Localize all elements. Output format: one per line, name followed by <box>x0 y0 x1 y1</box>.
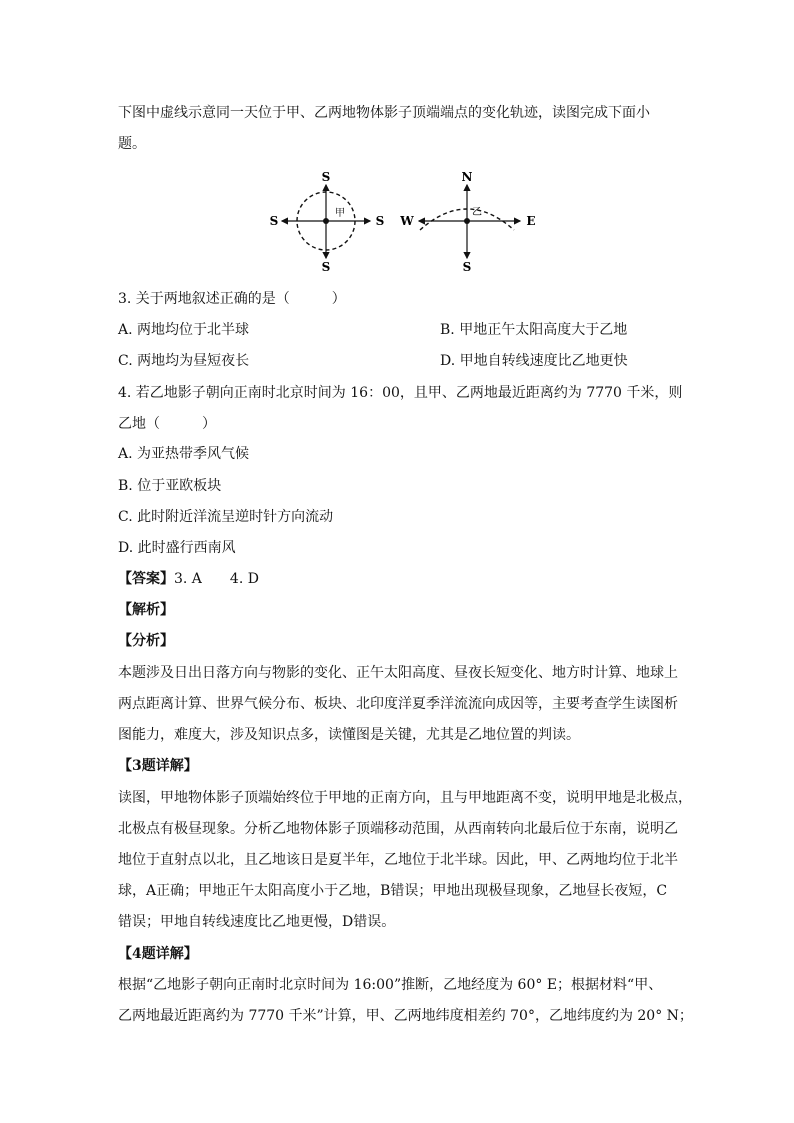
q3-detail-line: 错误；甲地自转线速度比乙地更慢，D错误。 <box>118 914 396 930</box>
jiexi-heading: 【解析】 <box>118 602 174 618</box>
jia-right-label: S <box>375 214 385 228</box>
q4-detail-heading: 【4题详解】 <box>118 946 198 962</box>
q3-detail-heading: 【3题详解】 <box>118 758 198 774</box>
shadow-trajectory-figure <box>262 168 552 278</box>
intro-line-2: 题。 <box>118 136 146 152</box>
jia-top-label: S <box>321 170 331 184</box>
q4-option-b: B. 位于亚欧板块 <box>118 478 222 494</box>
yi-top-label: N <box>461 170 473 184</box>
fenxi-line: 两点距离计算、世界气候分布、板块、北印度洋夏季洋流流向成因等，主要考查学生读图析 <box>118 696 678 712</box>
q3-option-c: C. 两地均为昼短夜长 <box>118 353 250 369</box>
q3-detail-line: 北极点有极昼现象。分析乙地物体影子顶端移动范围，从西南转向北最后位于东南，说明乙 <box>118 821 678 837</box>
q3-stem: 3. 关于两地叙述正确的是（ ） <box>118 291 346 307</box>
diagram-yi <box>399 170 535 274</box>
point-jia <box>323 218 329 224</box>
q4-stem-line-2: 乙地（ ） <box>118 416 216 432</box>
yi-center-label: 乙 <box>472 207 482 218</box>
q4-option-c: C. 此时附近洋流呈逆时针方向流动 <box>118 509 334 525</box>
yi-right-label: E <box>526 214 536 228</box>
q4-detail-line: 乙两地最近距离约为 7770 千米”计算，甲、乙两地纬度相差约 70°，乙地纬度约为 20° N； <box>118 1008 693 1024</box>
q4-detail-line: 根据“乙地影子朝向正南时北京时间为 16:00”推断，乙地经度为 60° E；根据材料“甲、 <box>118 977 663 993</box>
q3-option-d: D. 甲地自转线速度比乙地更快 <box>440 353 628 369</box>
fenxi-heading: 【分析】 <box>118 633 174 649</box>
jia-bottom-label: S <box>321 260 331 274</box>
q4-stem-line-1: 4. 若乙地影子朝向正南时北京时间为 16：00，且甲、乙两地最近距离约为 7770 千米，则 <box>118 385 683 401</box>
intro-line-1: 下图中虚线示意同一天位于甲、乙两地物体影子顶端端点的变化轨迹，读图完成下面小 <box>118 105 650 121</box>
yi-left-label: W <box>400 214 414 228</box>
q3-detail-line: 地位于直射点以北，且乙地该日是夏半年，乙地位于北半球。因此，甲、乙两地均位于北半 <box>118 852 678 868</box>
jia-left-label: S <box>269 214 279 228</box>
yi-bottom-label: S <box>462 260 472 274</box>
fenxi-line: 本题涉及日出日落方向与物影的变化、正午太阳高度、昼夜长短变化、地方时计算、地球上 <box>118 665 678 681</box>
q3-option-a: A. 两地均位于北半球 <box>118 322 250 338</box>
q3-option-b: B. 甲地正午太阳高度大于乙地 <box>440 322 628 338</box>
q4-option-d: D. 此时盛行西南风 <box>118 540 236 556</box>
answer-text: 3. A 4. D <box>174 571 259 587</box>
q3-detail-line: 球，A正确；甲地正午太阳高度小于乙地，B错误；甲地出现极昼现象，乙地昼长夜短，C <box>118 883 668 899</box>
fenxi-line: 图能力，难度大，涉及知识点多，读懂图是关键，尤其是乙地位置的判读。 <box>118 727 580 743</box>
answer-line <box>118 569 259 589</box>
point-yi <box>464 218 470 224</box>
q3-detail-line: 读图，甲地物体影子顶端始终位于甲地的正南方向，且与甲地距离不变，说明甲地是北极点， <box>118 790 692 806</box>
answer-label: 【答案】 <box>118 571 174 587</box>
q4-option-a: A. 为亚热带季风气候 <box>118 446 250 462</box>
diagram-jia <box>270 170 385 274</box>
jia-center-label: 甲 <box>335 208 345 219</box>
